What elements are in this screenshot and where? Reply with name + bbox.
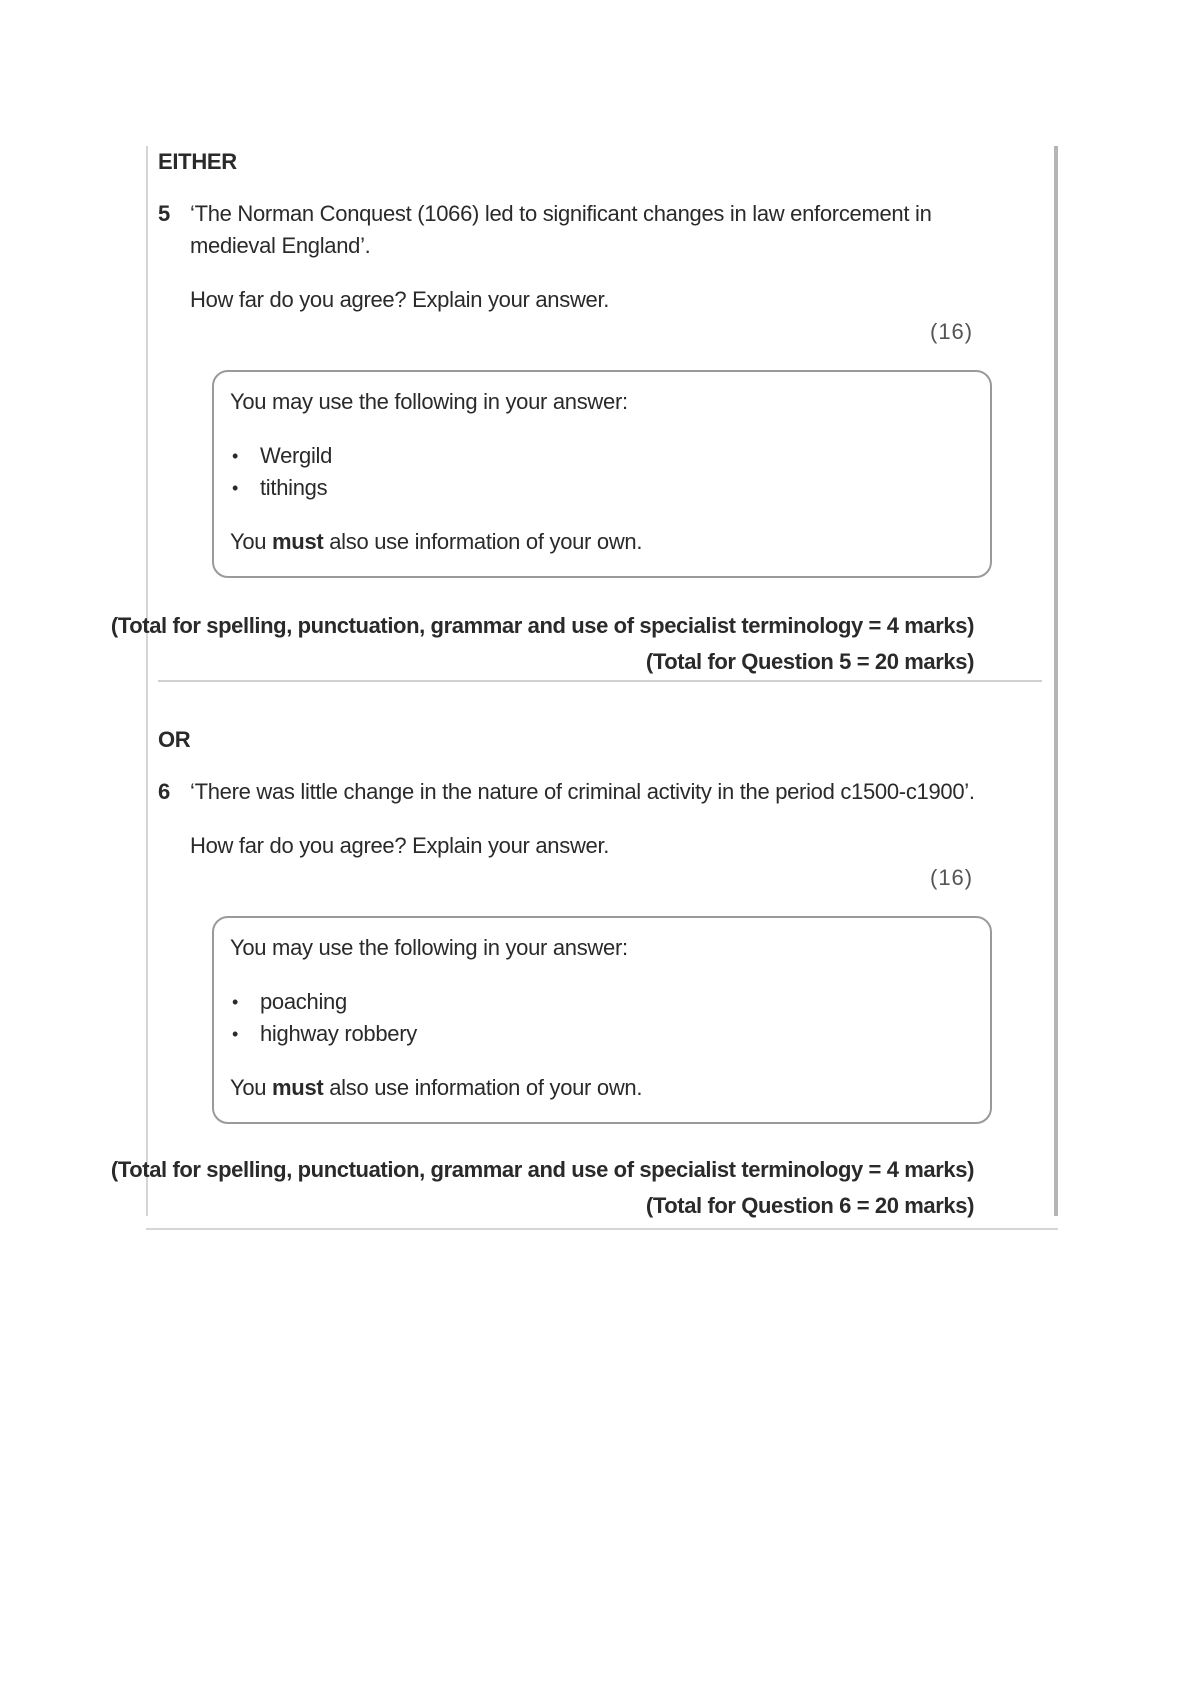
question-5-hint-item: tithings <box>260 475 328 500</box>
own-info-suffix: also use information of your own. <box>329 1075 643 1100</box>
question-6-hint-item: highway robbery <box>260 1021 417 1046</box>
question-6-statement-line1: ‘There was little change in the nature of criminal activity in the period c1500-c1900’. <box>190 779 975 804</box>
question-6-marks: (16) <box>930 865 974 890</box>
either-label: EITHER <box>158 149 237 174</box>
question-6-prompt: How far do you agree? Explain your answer. <box>190 833 610 858</box>
question-5-statement-line1: ‘The Norman Conquest (1066) led to significant changes in law enforcement in <box>190 201 932 226</box>
question-5-own-info <box>230 526 642 558</box>
question-5-marks: (16) <box>930 319 974 344</box>
question-5-total-spag: (Total for spelling, punctuation, grammar and use of specialist terminology = 4 marks) <box>110 613 974 638</box>
question-5-hint-intro: You may use the following in your answer: <box>230 389 628 414</box>
frame-bottom-border <box>146 1228 1058 1230</box>
question-5-hint-box <box>212 370 992 578</box>
own-info-prefix: You <box>230 1075 267 1100</box>
own-info-must: must <box>272 529 324 554</box>
question-5-number: 5 <box>158 201 170 226</box>
own-info-prefix: You <box>230 529 267 554</box>
bullet-icon: • <box>232 1024 239 1044</box>
question-6-hint-intro: You may use the following in your answer: <box>230 935 628 960</box>
bullet-icon: • <box>232 478 239 498</box>
frame-right-border <box>1054 146 1058 1216</box>
own-info-must: must <box>272 1075 324 1100</box>
or-label: OR <box>158 727 191 752</box>
question-6-total-marks: (Total for Question 6 = 20 marks) <box>645 1193 974 1218</box>
question-6-hint-box <box>212 916 992 1124</box>
question-5-hint-item: Wergild <box>260 443 333 468</box>
section-divider <box>158 680 1042 682</box>
bullet-icon: • <box>232 992 239 1012</box>
question-6-own-info <box>230 1072 642 1104</box>
question-6-total-spag: (Total for spelling, punctuation, grammar and use of specialist terminology = 4 marks) <box>110 1157 974 1182</box>
question-6-hint-item: poaching <box>260 989 347 1014</box>
question-5-statement-line2: medieval England’. <box>190 233 371 258</box>
question-6-number: 6 <box>158 779 170 804</box>
frame-left-border <box>146 146 148 1216</box>
bullet-icon: • <box>232 446 239 466</box>
question-5-prompt: How far do you agree? Explain your answer. <box>190 287 610 312</box>
own-info-suffix: also use information of your own. <box>329 529 643 554</box>
question-5-total-marks: (Total for Question 5 = 20 marks) <box>645 649 974 674</box>
